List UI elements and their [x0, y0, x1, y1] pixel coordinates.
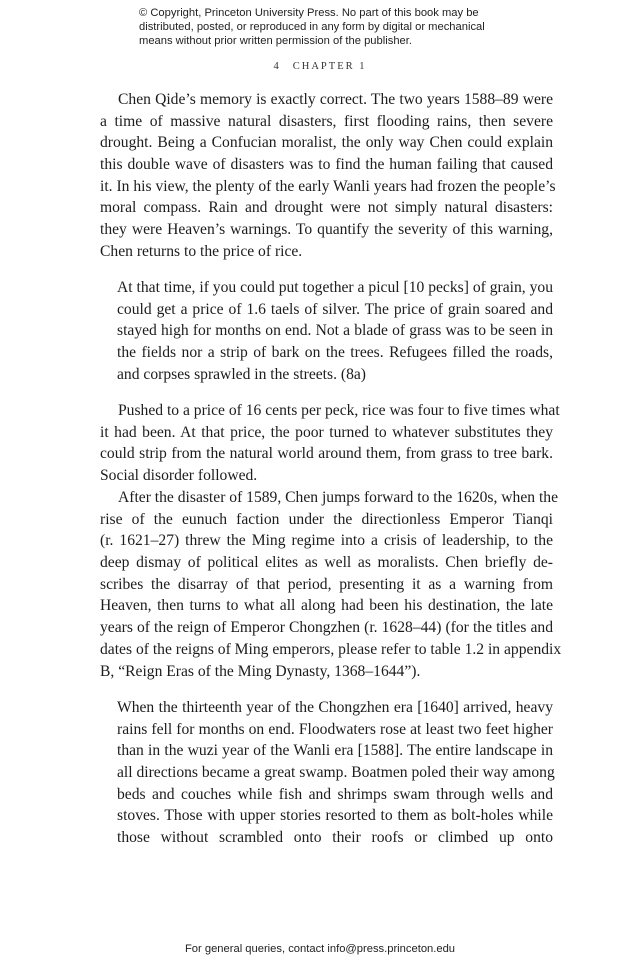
running-head [0, 61, 640, 72]
chapter-label: CHAPTER 1 [292, 61, 367, 72]
quote-line: rains fell for months on end. Floodwaters rose at least two feet higher [117, 720, 553, 738]
text-line: deep dismay of political elites as well as moralists. Chen briefly de- [100, 554, 553, 572]
text-line: (r. 1621–27) threw the Ming regime into a crisis of leadership, to the [100, 532, 553, 550]
quote-line: those without scrambled onto their roofs or climbed up onto [117, 829, 553, 847]
block-quote-2 [117, 697, 553, 849]
copyright-line: © Copyright, Princeton University Press. No part of this book may be [139, 7, 479, 19]
text-line: could strip from the natural world around them, from grass to tree bark. [100, 445, 553, 463]
quote-line: could get a price of 1.6 taels of silver. The price of grain soared and [117, 300, 553, 318]
text-line: Heaven, then turns to what all along had been his destination, the late [100, 597, 553, 615]
quote-line: At that time, if you could put together a picul [10 pecks] of grain, you [117, 279, 553, 296]
page-number: 4 [273, 61, 279, 72]
text-line: this double wave of disasters was to find the human failing that caused [100, 156, 553, 174]
text-line: Chen returns to the price of rice. [100, 242, 303, 260]
paragraph-1 [100, 89, 556, 263]
copyright-line: distributed, posted, or reproduced in any form by digital or mechanical [139, 21, 485, 33]
text-line: scribes the disarray of that period, presenting it as a warning from [100, 575, 553, 593]
text-line: a time of massive natural disasters, first flooding rains, then severe [100, 112, 553, 130]
block-quote-1 [117, 277, 553, 385]
footer-contact: For general queries, contact info@press.princeton.edu [184, 943, 456, 955]
copyright-notice [139, 6, 539, 48]
text-line: Pushed to a price of 16 cents per peck, rice was four to five times what [118, 402, 560, 419]
text-line: it had been. At that price, the poor turned to whatever substitutes they [100, 423, 553, 441]
quote-line: When the thirteenth year of the Chongzhen era [1640] arrived, heavy [117, 699, 553, 716]
quote-line: beds and couches while fish and shrimps swam through wells and [117, 785, 553, 803]
text-line: they were Heaven’s warnings. To quantify the severity of this warning, [100, 221, 553, 239]
text-line: dates of the reigns of Ming emperors, please refer to table 1.2 in appendix [100, 640, 562, 658]
text-line: drought. Being a Confucian moralist, the only way Chen could explain [100, 134, 553, 152]
text-line: years of the reign of Emperor Chongzhen (r. 1628–44) (for the titles and [100, 619, 553, 637]
text-line: it. In his view, the plenty of the early Wanli years had frozen the people’s [100, 177, 556, 195]
quote-line: stoves. Those with upper stories resorted to them as bolt-holes while [117, 807, 553, 825]
paragraph-3 [100, 487, 562, 682]
text-line: rise of the eunuch faction under the directionless Emperor Tianqi [100, 510, 553, 528]
quote-line: the fields nor a strip of bark on the trees. Refugees filled the roads, [117, 344, 553, 362]
text-line: B, “Reign Eras of the Ming Dynasty, 1368–1644”). [100, 662, 421, 680]
text-line: After the disaster of 1589, Chen jumps forward to the 1620s, when the [118, 489, 558, 506]
copyright-line: means without prior written permission of the publisher. [139, 35, 412, 47]
paragraph-2 [100, 400, 560, 487]
text-line: Chen Qide’s memory is exactly correct. The two years 1588–89 were [118, 91, 553, 108]
quote-line: and corpses sprawled in the streets. (8a) [117, 365, 366, 383]
quote-line: than in the wuzi year of the Wanli era [1588]. The entire landscape in [117, 742, 553, 760]
text-line: moral compass. Rain and drought were not simply natural disasters: [100, 199, 553, 217]
text-line: Social disorder followed. [100, 467, 258, 485]
quote-line: stayed high for months on end. Not a blade of grass was to be seen in [117, 322, 553, 340]
quote-line: all directions became a great swamp. Boatmen poled their way among [117, 764, 555, 782]
